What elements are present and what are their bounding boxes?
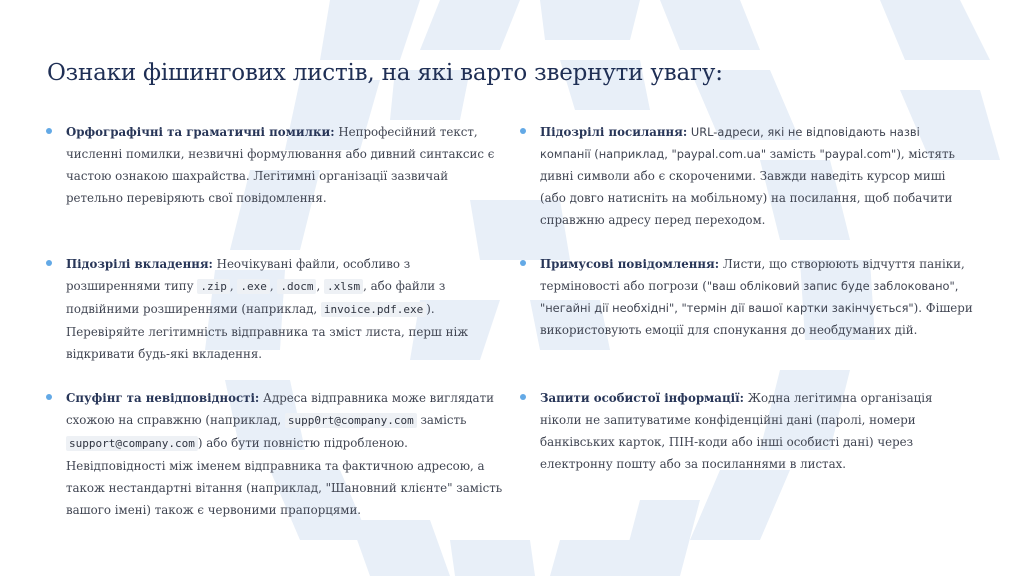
item-text: Листи, що створюють відчуття паніки, терміновості або погрози ( [540,257,965,293]
bullet-icon [520,394,526,400]
item-attachments [66,253,506,365]
quote-real-domain: "paypal.com" [819,147,897,161]
item-text: URL-адреси, які не відповідають назві компанії (наприклад, [540,125,920,161]
item-text: ), містять дивні символи або є скороченими. Завжди наведіть курсор миші (або довго натисніть на мобільному) на посилання, щоб побачити справжню адресу перед переходом. [540,147,955,227]
item-text: Непрофесійний текст, численні помилки, незвичні формулювання або дивний синтаксис є частою ознакою шахрайства. Легітимні організації зазвичай ретельно перевіряють свої повідомлення. [66,125,495,205]
item-label: Запити особистої інформації: [540,391,744,405]
code-real-email: support@company.com [66,436,198,451]
bullet-icon [46,128,52,134]
separator: , [269,279,278,293]
code-xlsm: .xlsm [324,279,363,294]
item-text: Адреса відправника може виглядати схожою на справжню (наприклад, [66,391,494,427]
item-text: замість [766,147,820,161]
item-text: , або файли з подвійними розширеннями (наприклад, [66,279,446,316]
item-spoofing [66,387,506,521]
code-fake-email: supp0rt@company.com [285,413,417,428]
item-text: ). Перевіряйте легітимність відправника та зміст листа, перш ніж відкривати будь-які вкладення. [66,302,469,361]
item-text: ). Фішери використовують емоції для спонукання до необдуманих дій. [540,301,973,337]
item-links [540,121,974,231]
code-docm: .docm [277,279,316,294]
quote-examples: "ваш обліковий запис буде заблоковано", "негайні дії необхідні", "термін дії вашої картки закінчується" [540,279,959,315]
code-invoice: invoice.pdf.exe [321,302,426,317]
item-label: Примусові повідомлення: [540,257,720,271]
quote-fake-domain: "paypal.com.ua" [671,147,767,161]
code-exe: .exe [237,279,270,294]
slide-title: Ознаки фішингових листів, на які варто звернути увагу: [47,60,723,86]
bullet-icon [520,260,526,266]
bullet-icon [520,128,526,134]
item-text: Жодна легітимна організація ніколи не запитуватиме конфіденційні дані (паролі, номери банківських карток, ПІН-коди або інші особисті дані) через електронну пошту або за посиланнями в листах. [540,391,933,471]
item-label: Підозрілі посилання: [540,125,688,139]
code-zip: .zip [197,279,230,294]
item-personal [540,387,974,475]
item-spelling [66,121,506,209]
separator: , [316,279,324,293]
item-text: замість [416,413,467,427]
item-label: Підозрілі вкладення: [66,257,213,271]
item-label: Орфографічні та граматичні помилки: [66,125,335,139]
item-urgent [540,253,974,341]
bullet-icon [46,260,52,266]
separator: , [229,279,238,293]
item-label: Спуфінг та невідповідності: [66,391,260,405]
item-text: ) або бути повністю підробленою. Невідповідності між іменем відправника та фактичною адресою, а також нестандартні вітання (наприклад, "Шановний клієнте" замість вашого імені) також є червоними прапорцями. [66,436,503,517]
bullet-icon [46,394,52,400]
item-text: Неочікувані файли, особливо з розширеннями типу [66,257,411,293]
